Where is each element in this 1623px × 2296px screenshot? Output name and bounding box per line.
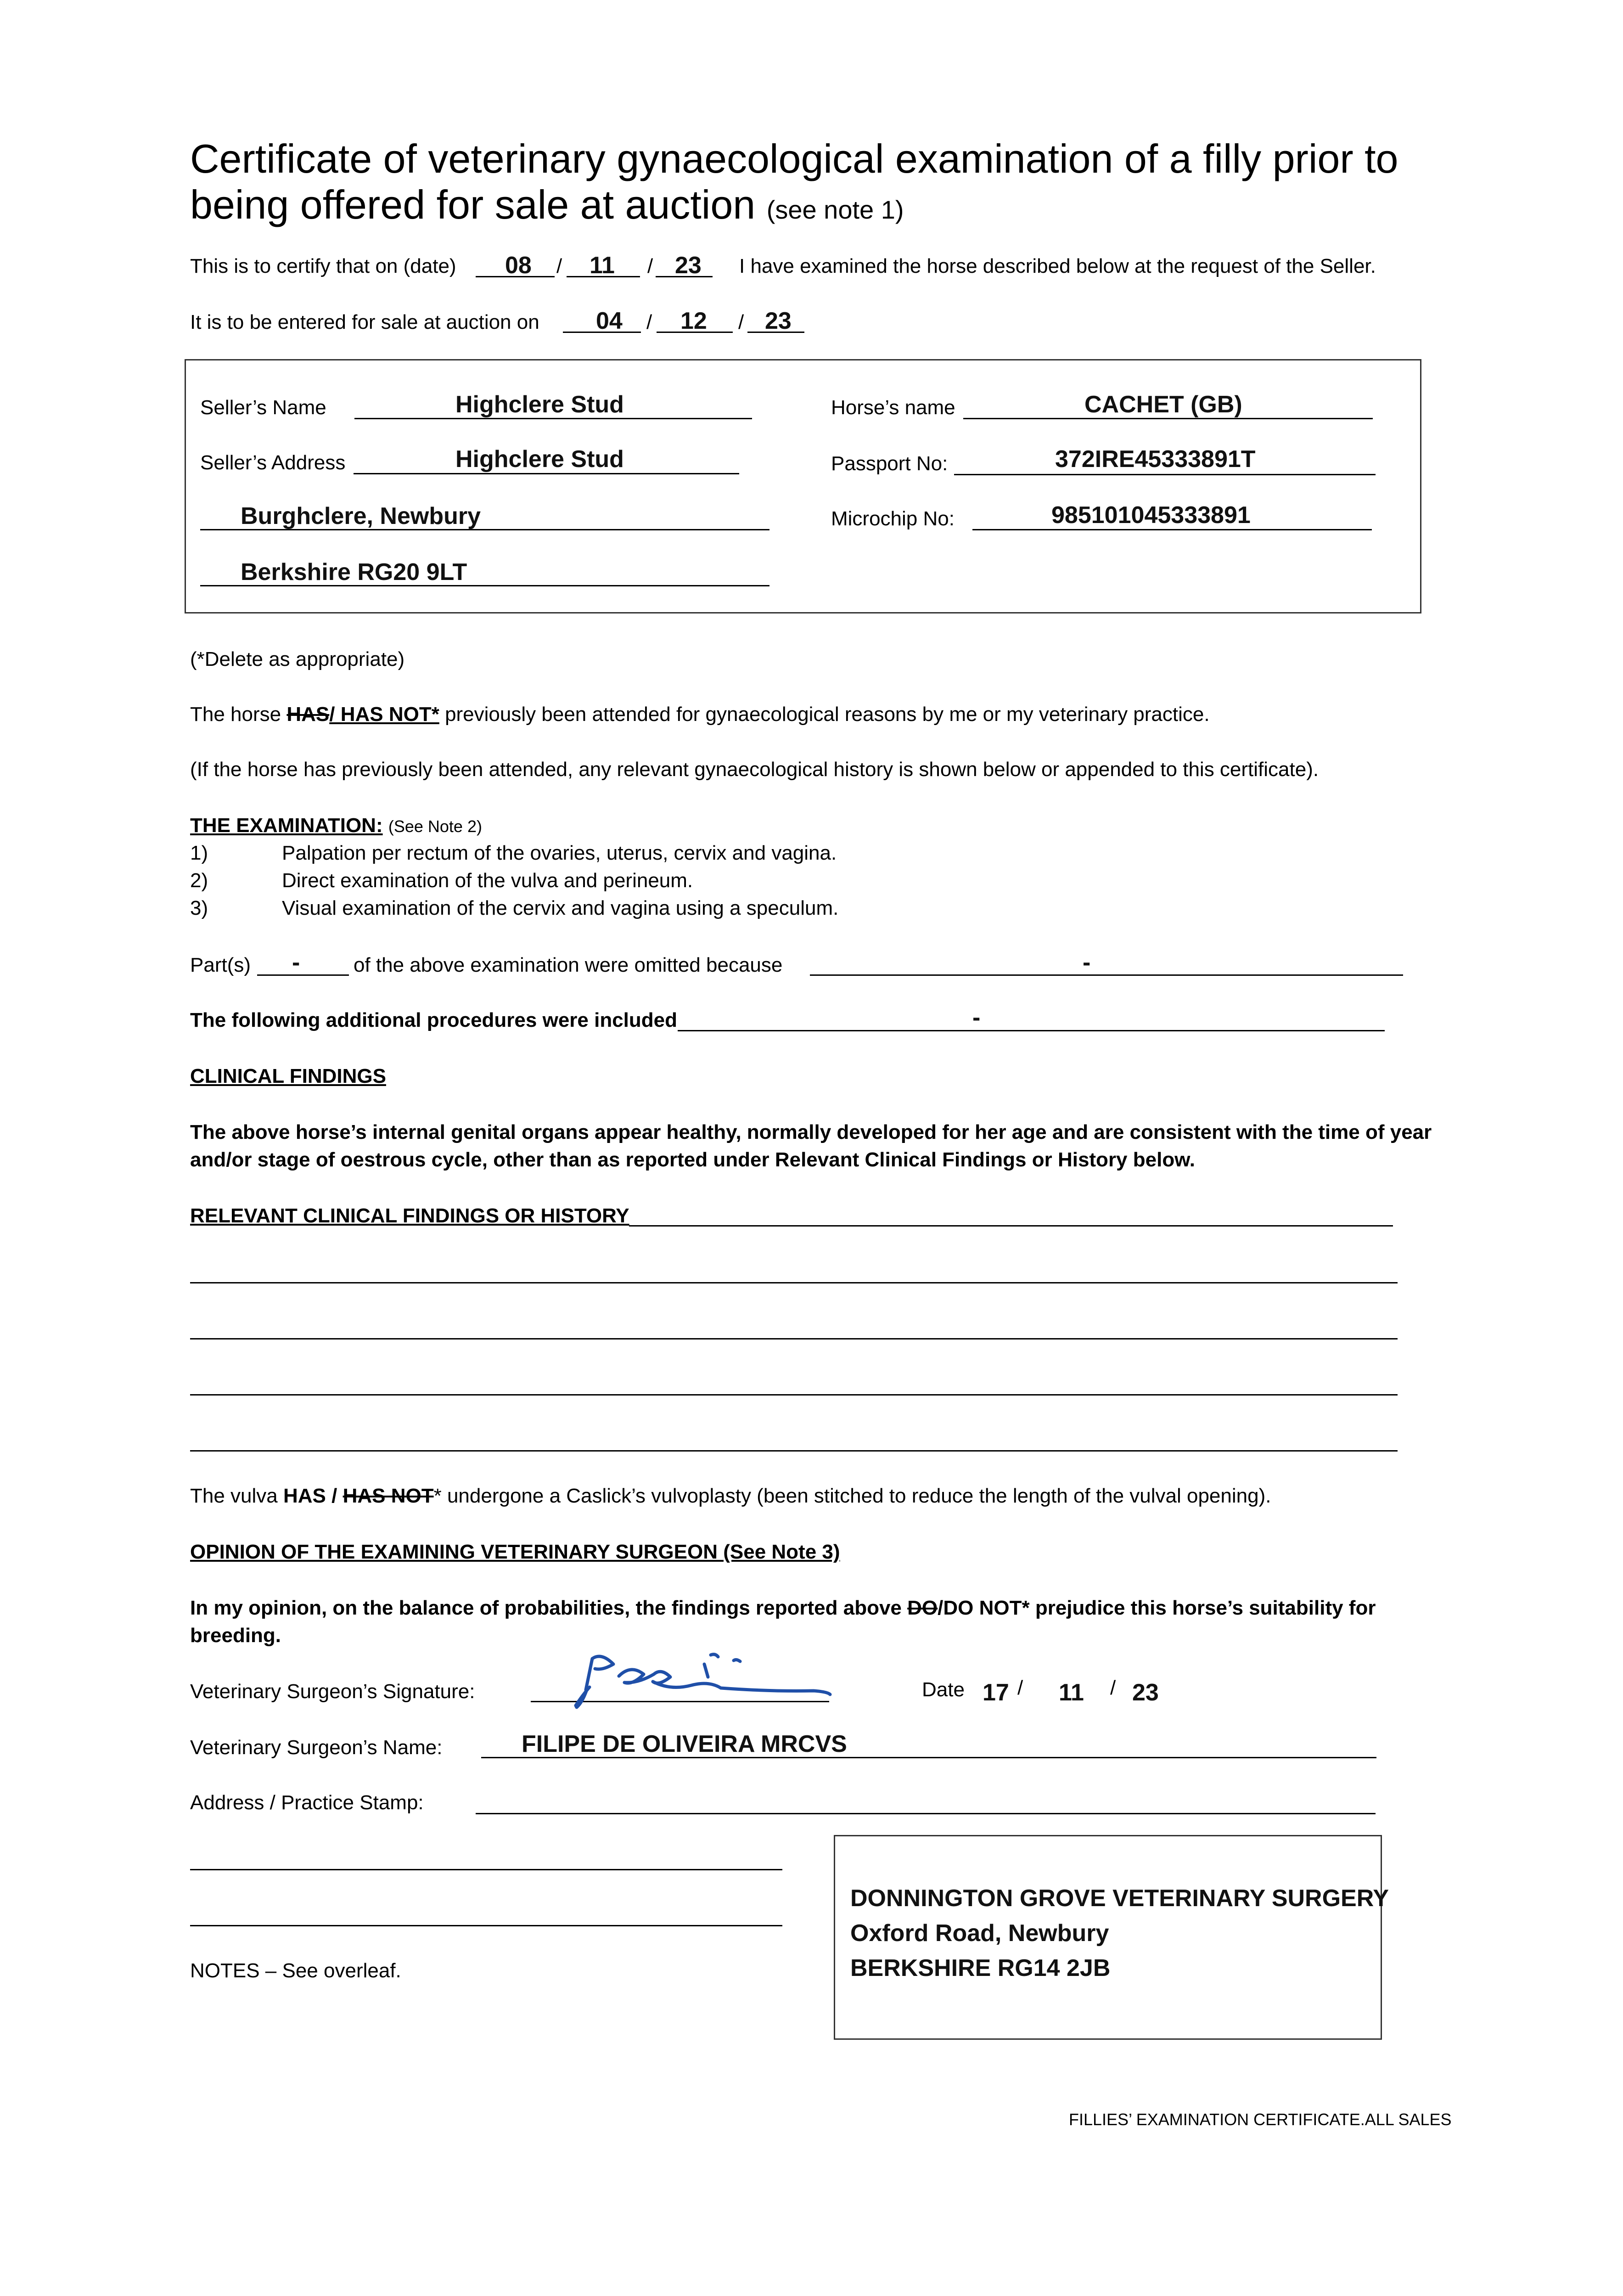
exam-item-3-num: 3)	[190, 897, 208, 919]
signature-date-month: 11	[1059, 1679, 1084, 1706]
relevant-line-5	[190, 1450, 1398, 1452]
date-sep: /	[1110, 1677, 1116, 1699]
examination-see-note: (See Note 2)	[388, 817, 482, 836]
clinical-line-2: and/or stage of oestrous cycle, other than as reported under Relevant Clinical Findings or History below.	[190, 1148, 1196, 1171]
additional-value: -	[972, 1004, 981, 1031]
omitted-middle: of the above examination were omitted because	[354, 954, 783, 976]
address-line-3	[190, 1925, 782, 1926]
title-note: (see note 1)	[766, 195, 904, 224]
microchip-line	[972, 529, 1372, 530]
relevant-line-1	[629, 1225, 1393, 1227]
vulva-has: HAS /	[283, 1485, 337, 1507]
certify-prefix: This is to certify that on (date)	[190, 255, 456, 277]
exam-item-1-text: Palpation per rectum of the ovaries, uterus, cervix and vagina.	[282, 842, 837, 864]
opinion-line-1	[190, 1598, 1376, 1618]
seller-address-line-1	[354, 473, 739, 474]
horse-name-value: CACHET (GB)	[1084, 391, 1242, 418]
notes-text: NOTES – See overleaf.	[190, 1959, 401, 1982]
history-note: (If the horse has previously been attended, any relevant gynaecological history is shown below or appended to this certificate).	[190, 758, 1319, 781]
delete-note: (*Delete as appropriate)	[190, 648, 405, 670]
exam-item-1-num: 1)	[190, 842, 208, 864]
exam-item-2-text: Direct examination of the vulva and perineum.	[282, 869, 693, 892]
certify-year: 23	[675, 252, 702, 279]
title-line-2-text: being offered for sale at auction	[190, 182, 756, 227]
passport-label: Passport No:	[831, 452, 948, 475]
signature-date-label: Date	[922, 1678, 965, 1701]
seller-name-label: Seller’s Name	[200, 396, 326, 419]
relevant-line-4	[190, 1394, 1398, 1396]
signature-date-year: 23	[1132, 1679, 1159, 1706]
seller-address-value-1: Highclere Stud	[455, 446, 624, 473]
title-line-2	[190, 182, 1398, 233]
omitted-parts-value: -	[292, 949, 300, 976]
seller-address-value-3: Berkshire RG20 9LT	[241, 559, 467, 585]
surgeon-address-label: Address / Practice Stamp:	[190, 1791, 424, 1814]
auction-day: 04	[596, 308, 623, 334]
vulva-line	[190, 1486, 1271, 1506]
passport-line	[954, 474, 1376, 475]
relevant-heading: RELEVANT CLINICAL FINDINGS OR HISTORY	[190, 1204, 629, 1227]
attended-suffix: previously been attended for gynaecological reasons by me or my veterinary practice.	[445, 703, 1210, 726]
seller-address-label: Seller’s Address	[200, 451, 346, 474]
passport-value: 372IRE45333891T	[1055, 446, 1256, 473]
date-sep: /	[1017, 1677, 1023, 1699]
horse-name-label: Horse’s name	[831, 396, 955, 419]
opinion-heading: OPINION OF THE EXAMINING VETERINARY SURGEON (See Note 3)	[190, 1541, 840, 1563]
additional-line	[678, 1030, 1385, 1031]
date-sep: /	[556, 255, 562, 277]
certify-month: 11	[590, 252, 615, 279]
opinion-do-struck: DO	[907, 1597, 938, 1619]
attended-has-struck: HAS	[286, 703, 330, 726]
auction-year: 23	[765, 308, 792, 334]
examination-heading: THE EXAMINATION:	[190, 814, 383, 837]
attended-has-not: / HAS NOT*	[329, 703, 439, 726]
omitted-reason-line	[810, 974, 1403, 976]
attended-line	[190, 704, 1210, 725]
date-sep: /	[647, 255, 653, 277]
seller-address-value-2: Burghclere, Newbury	[241, 503, 481, 529]
surgeon-name-label: Veterinary Surgeon’s Name:	[190, 1736, 443, 1759]
exam-item-3-text: Visual examination of the cervix and vagina using a speculum.	[282, 897, 839, 919]
stamp-line-2: Oxford Road, Newbury	[850, 1920, 1109, 1947]
certify-day: 08	[505, 252, 532, 279]
omitted-prefix: Part(s)	[190, 954, 251, 976]
opinion-prefix: In my opinion, on the balance of probabilities, the findings reported above	[190, 1597, 902, 1619]
certify-suffix: I have examined the horse described below at the request of the Seller.	[739, 255, 1376, 277]
attended-prefix: The horse	[190, 703, 281, 726]
omitted-parts-line	[257, 974, 349, 976]
relevant-line-3	[190, 1338, 1398, 1339]
signature-date-day: 17	[983, 1679, 1009, 1706]
auction-month: 12	[680, 308, 707, 334]
signature-label: Veterinary Surgeon’s Signature:	[190, 1680, 475, 1703]
microchip-value: 985101045333891	[1051, 502, 1251, 529]
vulva-prefix: The vulva	[190, 1485, 278, 1507]
stamp-line-1: DONNINGTON GROVE VETERINARY SURGERY	[850, 1885, 1389, 1912]
surgeon-address-line	[476, 1813, 1376, 1814]
examination-heading-line	[190, 816, 482, 836]
microchip-label: Microchip No:	[831, 507, 955, 530]
clinical-line-1: The above horse’s internal genital organs appear healthy, normally developed for her age and are consistent with the time of year	[190, 1121, 1432, 1143]
seller-name-value: Highclere Stud	[455, 391, 624, 418]
address-line-2	[190, 1869, 782, 1870]
stamp-line-3: BERKSHIRE RG14 2JB	[850, 1955, 1111, 1981]
date-sep: /	[738, 311, 744, 333]
exam-item-2-num: 2)	[190, 869, 208, 892]
certificate-title	[190, 136, 1398, 233]
relevant-line-2	[190, 1282, 1398, 1283]
auction-prefix: It is to be entered for sale at auction on	[190, 311, 539, 333]
footer-text: FILLIES’ EXAMINATION CERTIFICATE.ALL SALES	[1069, 2110, 1452, 2129]
title-line-1: Certificate of veterinary gynaecological examination of a filly prior to	[190, 136, 1398, 181]
date-sep: /	[646, 311, 652, 333]
clinical-heading: CLINICAL FINDINGS	[190, 1065, 386, 1087]
seller-name-line	[354, 418, 752, 419]
vulva-suffix: * undergone a Caslick’s vulvoplasty (been stitched to reduce the length of the vulval opening).	[433, 1485, 1271, 1507]
surgeon-name-value: FILIPE DE OLIVEIRA MRCVS	[522, 1731, 847, 1757]
omitted-reason-value: -	[1083, 949, 1091, 976]
opinion-line-2: breeding.	[190, 1624, 281, 1647]
additional-label: The following additional procedures were included	[190, 1009, 678, 1031]
horse-name-line	[963, 418, 1373, 419]
opinion-suffix: /DO NOT* prejudice this horse’s suitability for	[938, 1597, 1376, 1619]
signature-scribble	[533, 1616, 836, 1713]
vulva-has-not-struck: HAS NOT	[343, 1485, 434, 1507]
